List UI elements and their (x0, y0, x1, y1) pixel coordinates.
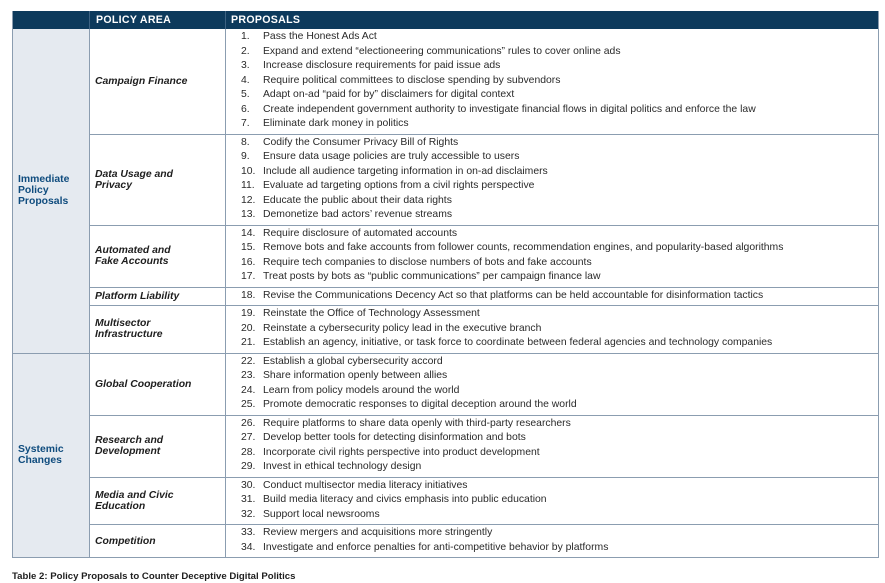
section-label (13, 354, 89, 558)
proposal-item (241, 241, 878, 256)
proposals-cell (225, 306, 878, 353)
proposal-number: 24. (241, 384, 256, 396)
proposal-text: Pass the Honest Ads Act (263, 31, 377, 42)
section-label-text: Systemic Changes (18, 444, 64, 467)
table-section (13, 353, 878, 558)
policy-area-label: Platform Liability (95, 290, 180, 302)
proposal-text: Incorporate civil rights perspective into product development (263, 446, 540, 458)
proposal-number: 2. (241, 45, 250, 57)
proposal-item (241, 446, 878, 461)
proposal-item (241, 165, 878, 180)
policy-area-label: Global Cooperation (95, 378, 192, 390)
proposal-text: Develop better tools for detecting disinformation and bots (263, 432, 526, 443)
policy-area-cell (90, 226, 225, 287)
table-row (89, 134, 878, 225)
proposal-text: Reinstate the Office of Technology Assessment (263, 308, 480, 319)
proposal-item (241, 88, 878, 103)
table-caption: Table 2: Policy Proposals to Counter Deceptive Digital Politics (12, 571, 296, 582)
proposal-text: Build media literacy and civics emphasis into public education (263, 494, 547, 505)
proposals-cell (225, 525, 878, 557)
proposal-number: 20. (241, 322, 256, 334)
table-row (89, 477, 878, 525)
proposal-text: Treat posts by bots as “public communications” per campaign finance law (263, 271, 601, 282)
proposal-number: 8. (241, 136, 250, 148)
proposals-cell (225, 288, 878, 306)
proposal-item (241, 541, 878, 556)
proposal-number: 28. (241, 446, 256, 458)
proposals-cell (225, 226, 878, 287)
proposal-item (241, 117, 878, 132)
proposal-text: Establish an agency, initiative, or task force to coordinate between federal agencies and technology companies (263, 337, 773, 348)
proposal-number: 32. (241, 508, 256, 520)
proposal-item (241, 227, 878, 242)
policy-area-cell (90, 29, 225, 134)
proposal-number: 18. (241, 289, 256, 301)
proposal-number: 27. (241, 432, 256, 443)
proposal-number: 33. (241, 527, 256, 538)
proposal-number: 34. (241, 541, 256, 553)
proposal-item (241, 493, 878, 508)
proposal-item (241, 256, 878, 271)
policy-area-cell (90, 478, 225, 525)
header-policy-area: POLICY AREA (89, 11, 225, 29)
proposal-item (241, 355, 878, 370)
proposals-cell (225, 354, 878, 415)
proposal-number: 12. (241, 194, 256, 206)
proposal-text: Codify the Consumer Privacy Bill of Rights (263, 136, 459, 148)
table-row (89, 305, 878, 353)
proposal-item (241, 194, 878, 209)
policy-area-label: Multisector Infrastructure (95, 318, 163, 341)
proposal-item (241, 526, 878, 541)
proposal-item (241, 30, 878, 45)
proposal-number: 29. (241, 461, 256, 472)
proposal-number: 23. (241, 370, 256, 381)
proposal-number: 26. (241, 417, 256, 429)
proposal-item (241, 322, 878, 337)
policy-area-cell (90, 525, 225, 557)
proposal-number: 14. (241, 227, 256, 239)
policy-area-cell (90, 354, 225, 415)
proposal-item (241, 74, 878, 89)
proposal-item (241, 150, 878, 165)
header-proposals: PROPOSALS (225, 11, 878, 29)
proposal-number: 1. (241, 31, 250, 42)
table-section (13, 29, 878, 353)
section-label-text: Immediate Policy Proposals (18, 174, 70, 208)
proposal-text: Support local newsrooms (263, 508, 380, 520)
policy-area-label: Research and Development (95, 435, 164, 457)
proposal-number: 25. (241, 399, 256, 410)
proposal-text: Promote democratic responses to digital deception around the world (263, 399, 577, 410)
proposal-item (241, 479, 878, 494)
proposal-text: Conduct multisector media literacy initiatives (263, 479, 468, 491)
policy-area-label: Campaign Finance (95, 75, 188, 87)
proposal-text: Create independent government authority to investigate financial flows in digital politics and enforce the law (263, 103, 756, 115)
table-header (13, 11, 878, 29)
proposal-number: 9. (241, 151, 250, 162)
proposal-text: Require disclosure of automated accounts (263, 227, 458, 239)
policy-area-label: Media and Civic Education (95, 489, 174, 512)
proposal-text: Educate the public about their data rights (263, 194, 452, 206)
proposal-item (241, 103, 878, 118)
proposal-text: Learn from policy models around the world (263, 384, 460, 396)
table-row (89, 415, 878, 477)
proposal-number: 5. (241, 89, 250, 100)
proposal-text: Establish a global cybersecurity accord (263, 355, 443, 367)
proposal-item (241, 369, 878, 384)
proposal-text: Require tech companies to disclose numbers of bots and fake accounts (263, 256, 592, 268)
proposal-number: 4. (241, 74, 250, 86)
proposal-item (241, 417, 878, 432)
proposal-text: Reinstate a cybersecurity policy lead in the executive branch (263, 322, 542, 334)
proposal-item (241, 384, 878, 399)
proposals-cell (225, 478, 878, 525)
proposal-text: Remove bots and fake accounts from follower counts, recommendation engines, and popularity-based algorithms (263, 242, 784, 253)
table-row (89, 225, 878, 287)
proposal-item (241, 460, 878, 475)
proposal-item (241, 136, 878, 151)
proposal-text: Revise the Communications Decency Act so that platforms can be held accountable for disinformation tactics (263, 289, 764, 301)
proposal-number: 17. (241, 271, 256, 282)
policy-area-cell (90, 288, 225, 306)
policy-area-label: Data Usage and Privacy (95, 168, 173, 191)
proposal-number: 30. (241, 479, 256, 491)
proposal-number: 6. (241, 103, 250, 115)
proposal-text: Investigate and enforce penalties for anti-competitive behavior by platforms (263, 541, 609, 553)
proposals-cell (225, 29, 878, 134)
table-row (89, 29, 878, 134)
proposals-cell (225, 135, 878, 225)
section-label (13, 29, 89, 353)
proposal-item (241, 289, 878, 304)
proposal-text: Evaluate ad targeting options from a civil rights perspective (263, 180, 535, 191)
proposal-text: Eliminate dark money in politics (263, 118, 409, 129)
proposal-item (241, 59, 878, 74)
proposal-text: Review mergers and acquisitions more stringently (263, 527, 493, 538)
policy-proposals-table (12, 11, 879, 558)
proposal-item (241, 179, 878, 194)
proposal-item (241, 508, 878, 523)
table-row (89, 354, 878, 415)
proposal-item (241, 336, 878, 351)
table-body (13, 29, 878, 557)
proposal-text: Invest in ethical technology design (263, 461, 422, 472)
proposal-number: 3. (241, 60, 250, 71)
header-category (13, 11, 89, 29)
proposal-number: 21. (241, 337, 256, 348)
policy-area-cell (90, 135, 225, 225)
proposal-item (241, 307, 878, 322)
proposal-text: Share information openly between allies (263, 370, 448, 381)
proposal-number: 19. (241, 308, 256, 319)
proposal-item (241, 398, 878, 413)
proposal-text: Ensure data usage policies are truly accessible to users (263, 151, 520, 162)
table-row (89, 287, 878, 306)
proposal-number: 16. (241, 256, 256, 268)
table-row (89, 524, 878, 557)
proposal-number: 10. (241, 165, 256, 177)
proposal-text: Expand and extend “electioneering communications” rules to cover online ads (263, 45, 621, 57)
proposal-number: 13. (241, 209, 256, 220)
proposal-item (241, 270, 878, 285)
proposal-text: Demonetize bad actors’ revenue streams (263, 209, 453, 220)
proposals-cell (225, 416, 878, 477)
proposal-item (241, 45, 878, 60)
proposal-text: Adapt on-ad “paid for by” disclaimers for digital context (263, 89, 515, 100)
proposal-number: 22. (241, 355, 256, 367)
proposal-number: 15. (241, 242, 256, 253)
proposal-text: Require political committees to disclose spending by subvendors (263, 74, 561, 86)
policy-area-label: Competition (95, 535, 156, 547)
proposal-number: 7. (241, 118, 250, 129)
proposal-number: 31. (241, 494, 256, 505)
policy-area-cell (90, 306, 225, 353)
proposal-item (241, 208, 878, 223)
policy-area-label: Automated and Fake Accounts (95, 245, 171, 267)
policy-area-cell (90, 416, 225, 477)
proposal-item (241, 431, 878, 446)
proposal-text: Increase disclosure requirements for paid issue ads (263, 60, 501, 71)
proposal-number: 11. (241, 180, 255, 191)
proposal-text: Include all audience targeting information in on-ad disclaimers (263, 165, 548, 177)
proposal-text: Require platforms to share data openly with third-party researchers (263, 417, 571, 429)
